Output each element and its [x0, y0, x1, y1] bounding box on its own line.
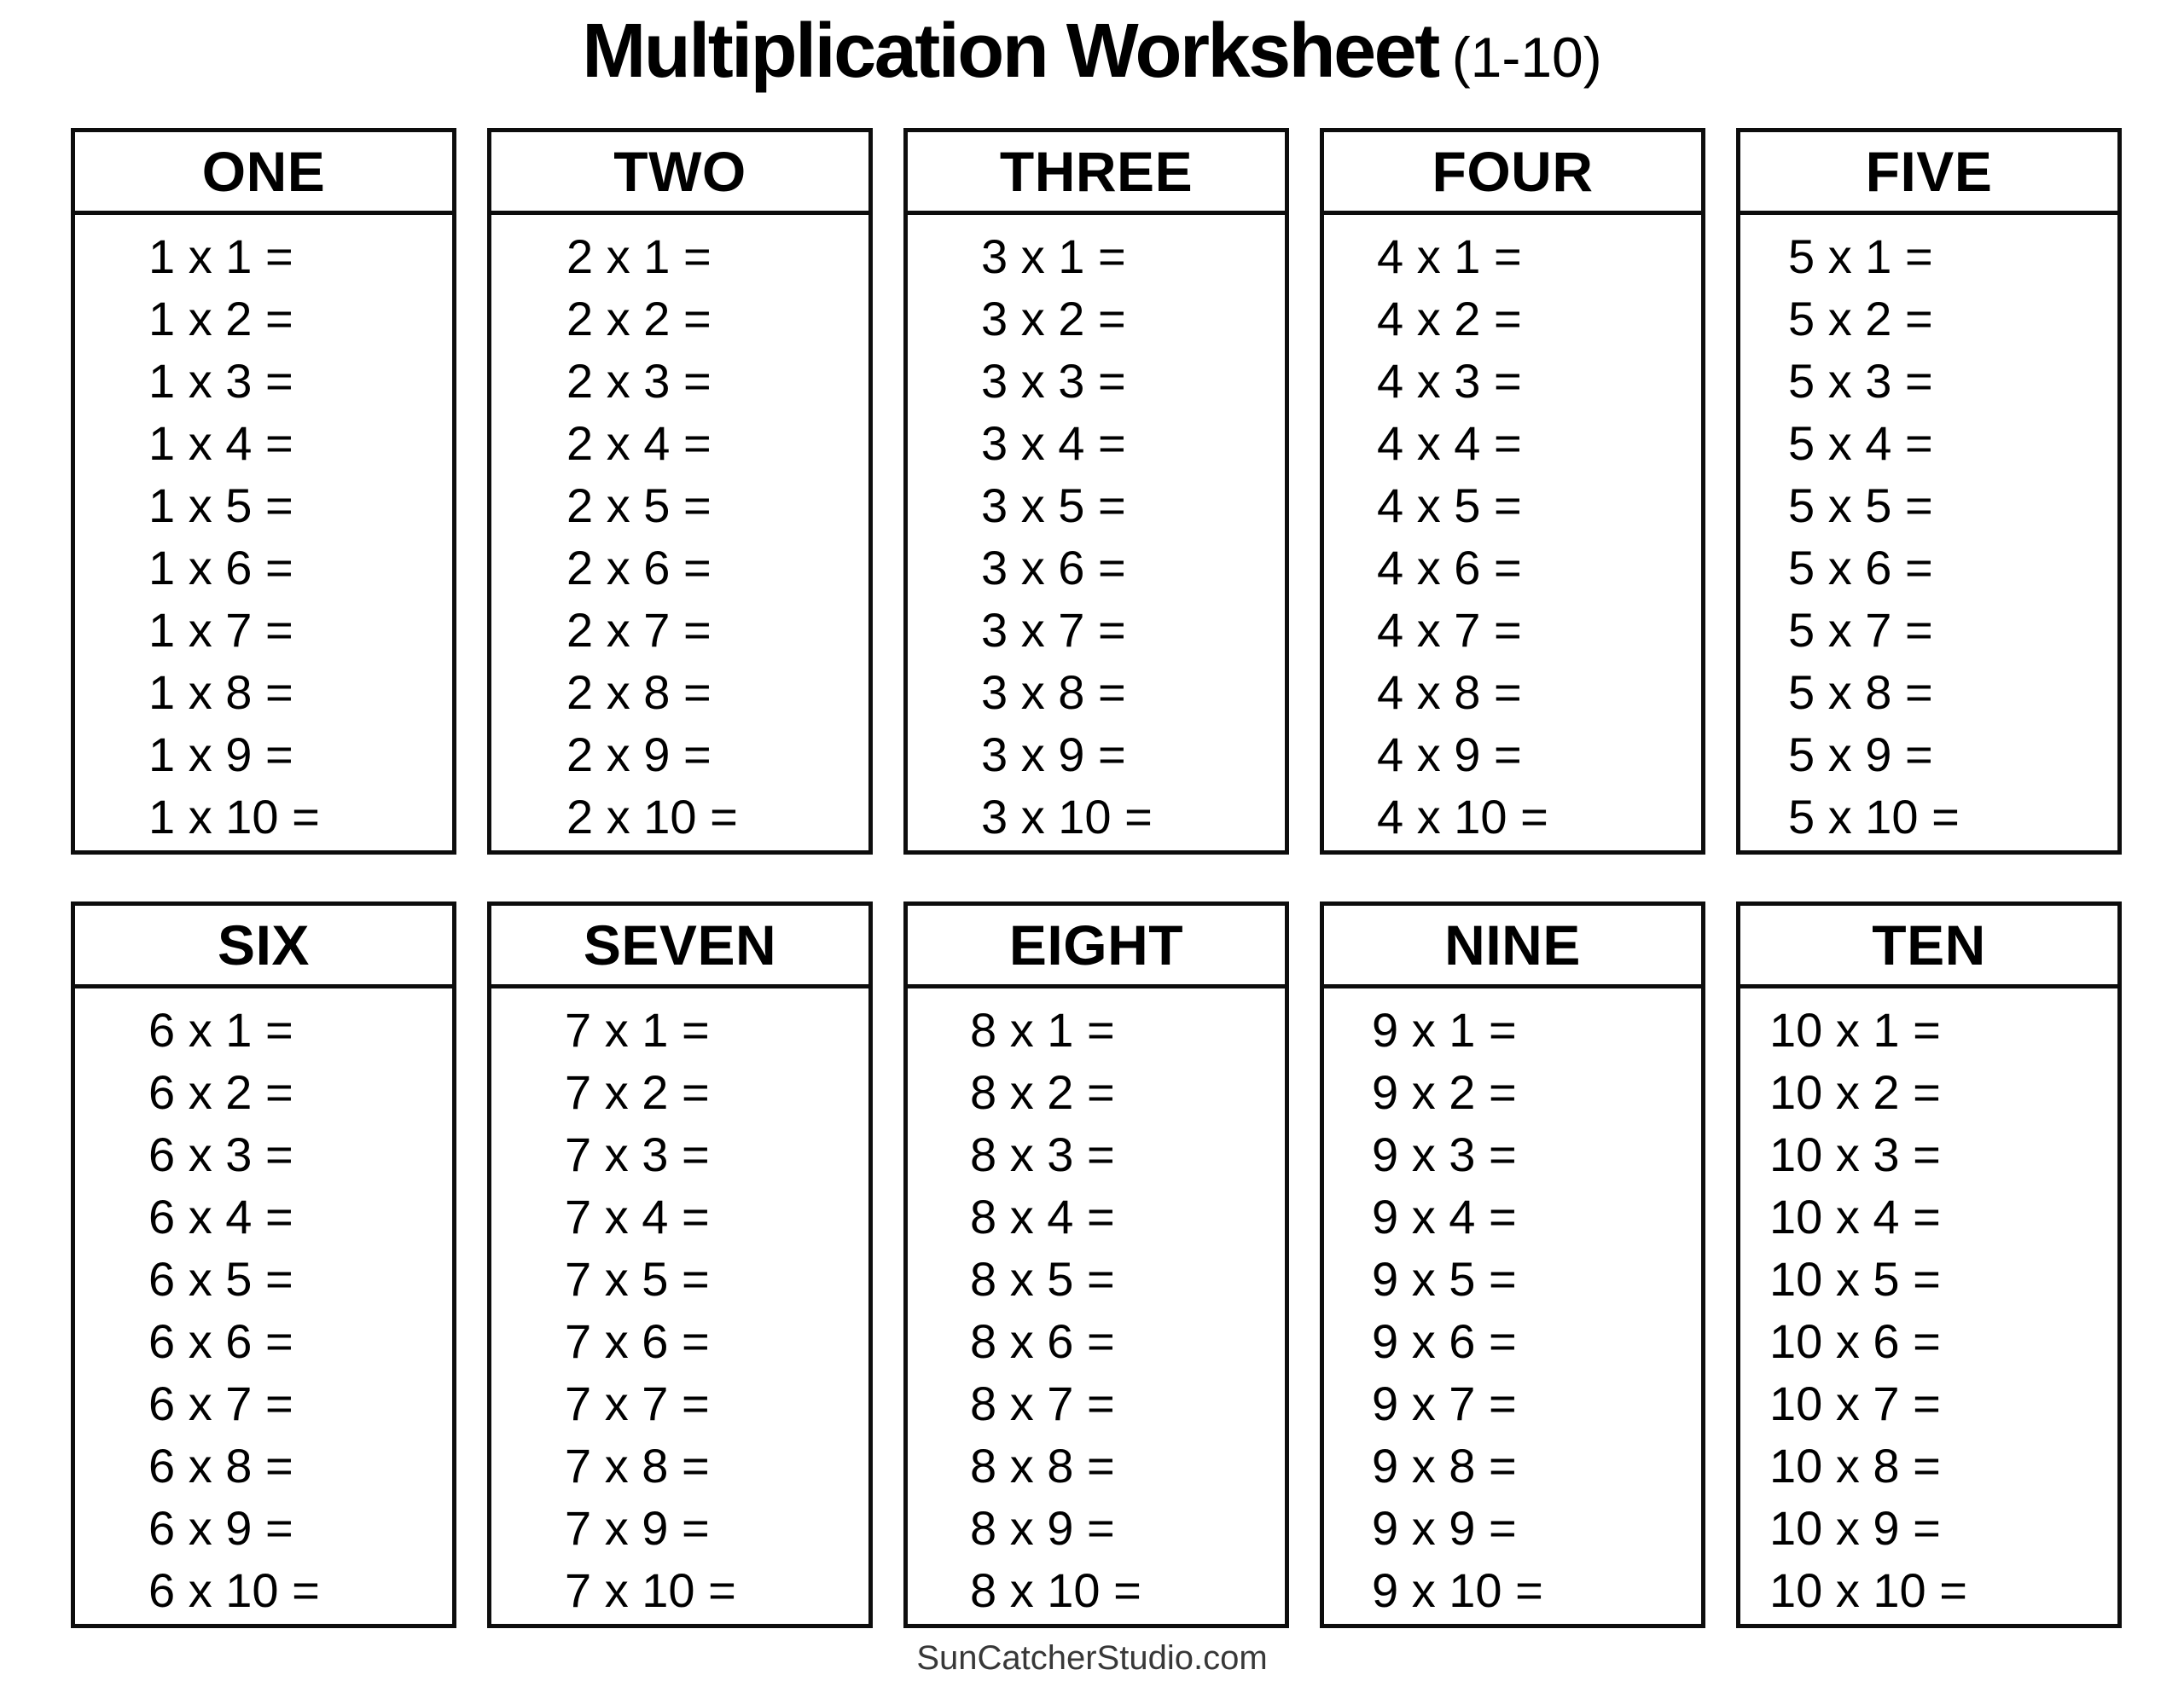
problem-row: 5 x 8 = — [1788, 665, 1933, 719]
problem-row: 7 x 4 = — [565, 1190, 710, 1244]
tables-grid — [71, 128, 2122, 1628]
table-header: TWO — [491, 132, 868, 215]
problem-row: 1 x 8 = — [148, 665, 293, 719]
problem-row: 5 x 10 = — [1788, 790, 1960, 844]
problem-row: 2 x 6 = — [566, 541, 712, 594]
problem-row: 9 x 8 = — [1372, 1439, 1517, 1493]
problem-row: 10 x 9 = — [1769, 1501, 1941, 1555]
table-box-nine — [1320, 901, 1705, 1628]
problem-row: 8 x 1 = — [970, 1003, 1115, 1057]
table-problems — [491, 988, 868, 1621]
problem-row: 4 x 2 = — [1377, 292, 1522, 345]
table-header: EIGHT — [908, 906, 1285, 988]
problem-row: 1 x 6 = — [148, 541, 293, 594]
problem-row: 10 x 8 = — [1769, 1439, 1941, 1493]
problem-row: 2 x 5 = — [566, 478, 712, 532]
problem-row: 8 x 5 = — [970, 1252, 1115, 1306]
problem-row: 3 x 4 = — [981, 416, 1126, 470]
table-problems — [491, 215, 868, 848]
problem-row: 10 x 5 = — [1769, 1252, 1941, 1306]
problem-row: 9 x 10 = — [1372, 1563, 1543, 1617]
problem-row: 9 x 6 = — [1372, 1314, 1517, 1368]
table-header: SEVEN — [491, 906, 868, 988]
problem-row: 7 x 7 = — [565, 1377, 710, 1430]
page-title — [0, 7, 2184, 118]
problem-row: 10 x 2 = — [1769, 1065, 1941, 1119]
problem-row: 10 x 6 = — [1769, 1314, 1941, 1368]
problem-row: 4 x 7 = — [1377, 603, 1522, 657]
table-box-seven — [487, 901, 873, 1628]
problem-row: 9 x 5 = — [1372, 1252, 1517, 1306]
problem-row: 6 x 10 = — [148, 1563, 320, 1617]
problem-row: 6 x 1 = — [148, 1003, 293, 1057]
problem-row: 7 x 5 = — [565, 1252, 710, 1306]
problem-row: 4 x 1 = — [1377, 229, 1522, 283]
problem-row: 8 x 7 = — [970, 1377, 1115, 1430]
problem-row: 5 x 2 = — [1788, 292, 1933, 345]
table-header: SIX — [75, 906, 452, 988]
problem-row: 10 x 1 = — [1769, 1003, 1941, 1057]
problem-row: 9 x 3 = — [1372, 1128, 1517, 1181]
problem-row: 2 x 9 = — [566, 728, 712, 781]
problem-row: 1 x 4 = — [148, 416, 293, 470]
problem-row: 6 x 2 = — [148, 1065, 293, 1119]
problem-row: 7 x 1 = — [565, 1003, 710, 1057]
problem-row: 10 x 10 = — [1769, 1563, 1967, 1617]
table-problems — [1740, 988, 2117, 1621]
problem-row: 2 x 1 = — [566, 229, 712, 283]
table-header: TEN — [1740, 906, 2117, 988]
problem-row: 8 x 10 = — [970, 1563, 1141, 1617]
table-header: FIVE — [1740, 132, 2117, 215]
problem-row: 1 x 5 = — [148, 478, 293, 532]
problem-row: 5 x 9 = — [1788, 728, 1933, 781]
problem-row: 3 x 8 = — [981, 665, 1126, 719]
problem-row: 3 x 7 = — [981, 603, 1126, 657]
table-box-one — [71, 128, 456, 855]
table-box-three — [903, 128, 1289, 855]
table-box-four — [1320, 128, 1705, 855]
problem-row: 3 x 3 = — [981, 354, 1126, 408]
problem-row: 7 x 8 = — [565, 1439, 710, 1493]
problem-row: 9 x 1 = — [1372, 1003, 1517, 1057]
table-box-six — [71, 901, 456, 1628]
problem-row: 3 x 2 = — [981, 292, 1126, 345]
problem-row: 5 x 3 = — [1788, 354, 1933, 408]
table-problems — [908, 988, 1285, 1621]
problem-row: 6 x 9 = — [148, 1501, 293, 1555]
problem-row: 7 x 9 = — [565, 1501, 710, 1555]
problem-row: 7 x 3 = — [565, 1128, 710, 1181]
table-problems — [908, 215, 1285, 848]
problem-row: 6 x 5 = — [148, 1252, 293, 1306]
problem-row: 5 x 5 = — [1788, 478, 1933, 532]
problem-row: 1 x 7 = — [148, 603, 293, 657]
problem-row: 6 x 6 = — [148, 1314, 293, 1368]
problem-row: 7 x 10 = — [565, 1563, 736, 1617]
problem-row: 5 x 4 = — [1788, 416, 1933, 470]
problem-row: 3 x 5 = — [981, 478, 1126, 532]
table-header: THREE — [908, 132, 1285, 215]
table-header: ONE — [75, 132, 452, 215]
problem-row: 10 x 4 = — [1769, 1190, 1941, 1244]
problem-row: 1 x 9 = — [148, 728, 293, 781]
problem-row: 6 x 8 = — [148, 1439, 293, 1493]
problem-row: 2 x 10 = — [566, 790, 738, 844]
table-header: NINE — [1324, 906, 1701, 988]
problem-row: 1 x 1 = — [148, 229, 293, 283]
problem-row: 7 x 2 = — [565, 1065, 710, 1119]
problem-row: 2 x 2 = — [566, 292, 712, 345]
problem-row: 4 x 9 = — [1377, 728, 1522, 781]
table-problems — [75, 215, 452, 848]
problem-row: 6 x 7 = — [148, 1377, 293, 1430]
table-problems — [1740, 215, 2117, 848]
problem-row: 6 x 4 = — [148, 1190, 293, 1244]
problem-row: 1 x 2 = — [148, 292, 293, 345]
page-title-range: (1-10) — [1451, 26, 1602, 89]
problem-row: 8 x 9 = — [970, 1501, 1115, 1555]
problem-row: 1 x 10 = — [148, 790, 320, 844]
problem-row: 3 x 10 = — [981, 790, 1153, 844]
problem-row: 4 x 4 = — [1377, 416, 1522, 470]
problem-row: 5 x 7 = — [1788, 603, 1933, 657]
problem-row: 4 x 10 = — [1377, 790, 1548, 844]
problem-row: 8 x 8 = — [970, 1439, 1115, 1493]
problem-row: 2 x 8 = — [566, 665, 712, 719]
problem-row: 4 x 3 = — [1377, 354, 1522, 408]
problem-row: 8 x 3 = — [970, 1128, 1115, 1181]
table-problems — [1324, 988, 1701, 1621]
table-header: FOUR — [1324, 132, 1701, 215]
problem-row: 4 x 6 = — [1377, 541, 1522, 594]
problem-row: 1 x 3 = — [148, 354, 293, 408]
problem-row: 9 x 2 = — [1372, 1065, 1517, 1119]
problem-row: 2 x 7 = — [566, 603, 712, 657]
problem-row: 4 x 5 = — [1377, 478, 1522, 532]
problem-row: 5 x 1 = — [1788, 229, 1933, 283]
table-problems — [75, 988, 452, 1621]
problem-row: 8 x 2 = — [970, 1065, 1115, 1119]
table-box-five — [1736, 128, 2122, 855]
problem-row: 3 x 9 = — [981, 728, 1126, 781]
footer-credit: SunCatcherStudio.com — [916, 1639, 1268, 1677]
problem-row: 8 x 4 = — [970, 1190, 1115, 1244]
problem-row: 10 x 7 = — [1769, 1377, 1941, 1430]
table-box-ten — [1736, 901, 2122, 1628]
problem-row: 8 x 6 = — [970, 1314, 1115, 1368]
problem-row: 9 x 9 = — [1372, 1501, 1517, 1555]
problem-row: 9 x 7 = — [1372, 1377, 1517, 1430]
problem-row: 10 x 3 = — [1769, 1128, 1941, 1181]
problem-row: 2 x 3 = — [566, 354, 712, 408]
problem-row: 2 x 4 = — [566, 416, 712, 470]
problem-row: 4 x 8 = — [1377, 665, 1522, 719]
problem-row: 3 x 1 = — [981, 229, 1126, 283]
problem-row: 5 x 6 = — [1788, 541, 1933, 594]
problem-row: 3 x 6 = — [981, 541, 1126, 594]
table-problems — [1324, 215, 1701, 848]
problem-row: 7 x 6 = — [565, 1314, 710, 1368]
problem-row: 6 x 3 = — [148, 1128, 293, 1181]
table-box-two — [487, 128, 873, 855]
problem-row: 9 x 4 = — [1372, 1190, 1517, 1244]
page-title-text: Multiplication Worksheet — [582, 9, 1438, 94]
table-box-eight — [903, 901, 1289, 1628]
